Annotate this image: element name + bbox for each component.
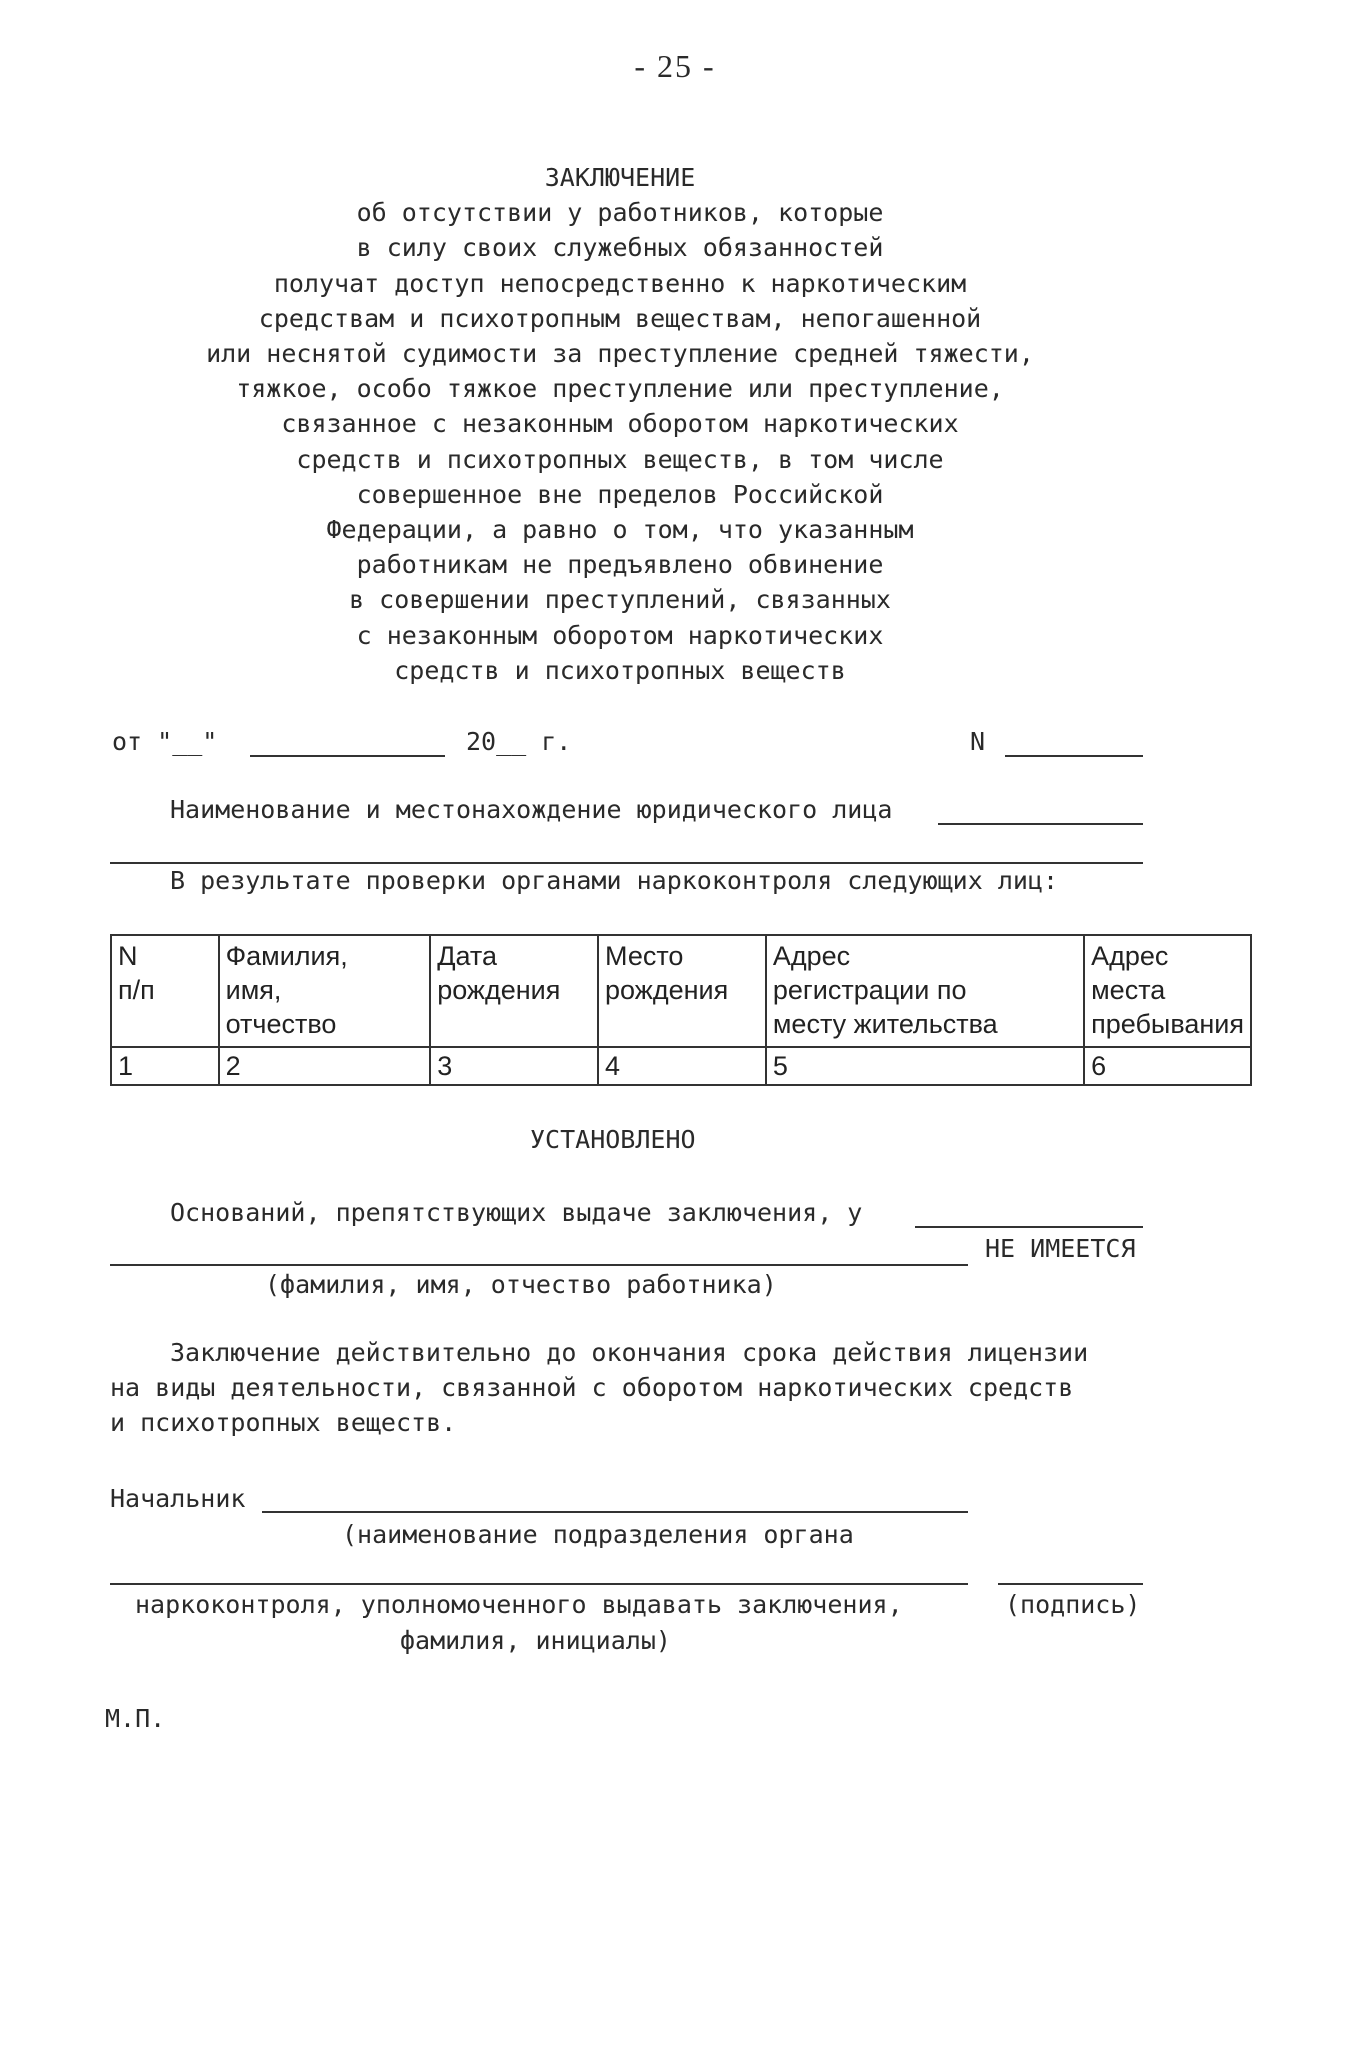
grounds-label: Оснований, препятствующих выдаче заключения, у [170, 1198, 863, 1227]
header-text: Фамилия, [225, 941, 348, 971]
table-header-row [111, 935, 1251, 1047]
title-line: тяжкое, особо тяжкое преступление или преступление, [236, 374, 1004, 404]
legal-entity-field-line2[interactable] [110, 862, 1143, 864]
stamp-place: М.П. [105, 1704, 166, 1733]
title-line: средств и психотропных веществ [394, 655, 846, 685]
legal-entity-label: Наименование и местонахождение юридического лица [170, 795, 893, 824]
chief-caption-line3: фамилия, инициалы) [400, 1626, 671, 1655]
title-line: средствам и психотропным веществам, непогашенной [258, 303, 982, 333]
header-cell-number [111, 935, 219, 1047]
signature-caption: (подпись) [1005, 1590, 1141, 1619]
year-label: 20__ г. [466, 727, 572, 756]
header-cell-birth-date [430, 935, 598, 1047]
header-cell-registration-address [766, 935, 1084, 1047]
title-heading: ЗАКЛЮЧЕНИЕ [544, 163, 696, 192]
date-from-label: от "__" [112, 727, 218, 756]
header-text: Дата [437, 941, 497, 971]
employee-name-field[interactable] [915, 1226, 1143, 1228]
title-line: средств и психотропных веществ, в том числе [296, 444, 944, 474]
chief-field[interactable] [262, 1511, 968, 1513]
number-field[interactable] [1005, 755, 1143, 757]
employee-caption: (фамилия, имя, отчество работника) [265, 1270, 777, 1299]
persons-table [110, 934, 1252, 1086]
header-text: рождения [437, 975, 561, 1005]
check-result-label: В результате проверки органами наркоконтроля следующих лиц: [170, 866, 1059, 895]
document-title [140, 160, 1100, 688]
header-text: регистрации по [772, 975, 967, 1005]
month-field[interactable] [250, 755, 445, 757]
established-heading: УСТАНОВЛЕНО [530, 1125, 696, 1154]
not-present-text: НЕ ИМЕЕТСЯ [985, 1234, 1136, 1263]
column-number-cell: 5 [766, 1047, 1084, 1085]
header-text: месту жительства [772, 1009, 998, 1039]
column-number-cell: 1 [111, 1047, 219, 1085]
column-number-cell: 3 [430, 1047, 598, 1085]
validity-line: и психотропных веществ. [110, 1408, 457, 1437]
title-line: Федерации, а равно о том, что указанным [326, 515, 914, 545]
title-line: работникам не предъявлено обвинение [356, 550, 884, 580]
column-number-cell: 6 [1084, 1047, 1251, 1085]
column-number-cell: 4 [598, 1047, 766, 1085]
header-cell-stay-address [1084, 935, 1251, 1047]
header-text: Место [605, 941, 684, 971]
header-cell-birth-place [598, 935, 766, 1047]
title-line: получат доступ непосредственно к наркотическим [273, 268, 967, 298]
validity-line: Заключение действительно до окончания срока действия лицензии [170, 1338, 1089, 1367]
legal-entity-field[interactable] [938, 823, 1143, 825]
chief-field-line2[interactable] [110, 1583, 968, 1585]
title-line: в совершении преступлений, связанных [349, 585, 891, 615]
validity-line: на виды деятельности, связанной с оборотом наркотических средств [110, 1373, 1074, 1402]
chief-caption-line1: (наименование подразделения органа [342, 1520, 854, 1549]
header-text: имя, [225, 975, 282, 1005]
header-text: пребывания [1091, 1009, 1244, 1039]
header-text: рождения [605, 975, 729, 1005]
title-line: совершенное вне пределов Российской [356, 479, 884, 509]
table-row [111, 1047, 1251, 1085]
header-text: Адрес места [1091, 941, 1169, 1005]
chief-label: Начальник [110, 1484, 246, 1513]
title-line: об отсутствии у работников, которые [356, 198, 884, 228]
header-text: отчество [225, 1009, 337, 1039]
header-text: N [118, 941, 138, 971]
column-number-cell: 2 [219, 1047, 431, 1085]
header-text: Адрес [772, 941, 851, 971]
title-line: в силу своих служебных обязанностей [356, 233, 884, 263]
header-cell-name [219, 935, 431, 1047]
title-line: с незаконным оборотом наркотических [356, 620, 884, 650]
title-line: связанное с незаконным оборотом наркотических [281, 409, 959, 439]
title-line: или неснятой судимости за преступление средней тяжести, [206, 339, 1034, 369]
signature-field[interactable] [998, 1583, 1143, 1585]
number-label: N [970, 727, 986, 756]
chief-caption-line2: наркоконтроля, уполномоченного выдавать заключения, [135, 1590, 903, 1619]
page-number: - 25 - [634, 48, 716, 84]
header-text: п/п [118, 975, 155, 1005]
employee-name-field-line2[interactable] [110, 1264, 968, 1266]
